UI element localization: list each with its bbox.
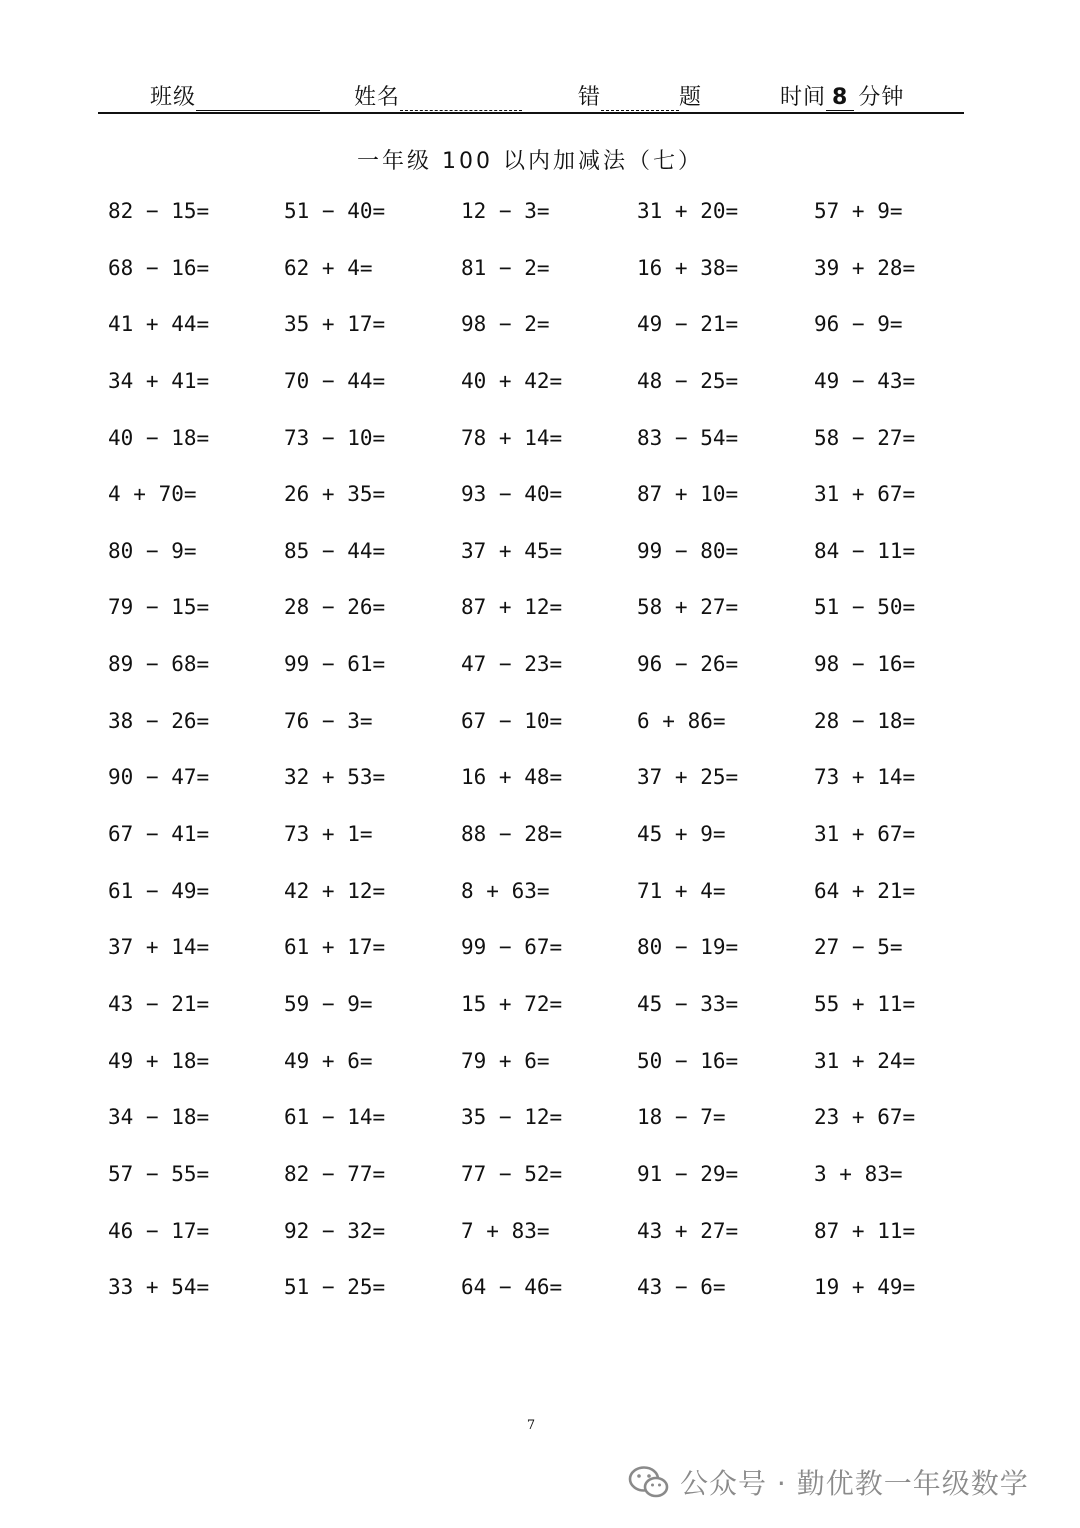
problem-item: 77 − 52= <box>461 1161 563 1186</box>
problem-row <box>108 935 1008 992</box>
problem-item: 31 + 67= <box>814 482 916 507</box>
problem-item: 40 − 18= <box>108 425 210 450</box>
problem-item: 67 − 10= <box>461 708 563 733</box>
problem-row <box>108 879 1008 936</box>
problem-row <box>108 822 1008 879</box>
problem-item: 50 − 16= <box>637 1048 739 1073</box>
time-value: 8 <box>826 85 854 111</box>
problem-item: 73 + 14= <box>814 765 916 790</box>
problem-row <box>108 426 1008 483</box>
problem-row <box>108 1275 1008 1332</box>
problem-item: 41 + 44= <box>108 312 210 337</box>
problem-row <box>108 765 1008 822</box>
problem-item: 59 − 9= <box>284 991 373 1016</box>
problem-item: 19 + 49= <box>814 1275 916 1300</box>
problem-item: 83 − 54= <box>637 425 739 450</box>
problem-item: 33 + 54= <box>108 1275 210 1300</box>
problem-item: 32 + 53= <box>284 765 386 790</box>
problem-row <box>108 482 1008 539</box>
problem-item: 28 − 26= <box>284 595 386 620</box>
problem-item: 91 − 29= <box>637 1161 739 1186</box>
problem-item: 87 + 10= <box>637 482 739 507</box>
time-unit: 分钟 <box>858 85 905 110</box>
problem-item: 68 − 16= <box>108 255 210 280</box>
problem-row <box>108 595 1008 652</box>
problem-item: 96 − 26= <box>637 652 739 677</box>
problem-item: 3 + 83= <box>814 1161 903 1186</box>
worksheet-header <box>98 76 964 114</box>
problem-item: 64 − 46= <box>461 1275 563 1300</box>
problem-item: 16 + 38= <box>637 255 739 280</box>
time-label: 时间 <box>780 85 827 110</box>
problem-item: 96 − 9= <box>814 312 903 337</box>
wrong-suffix: 题 <box>679 85 703 110</box>
problem-item: 38 − 26= <box>108 708 210 733</box>
problem-item: 98 − 16= <box>814 652 916 677</box>
problem-row <box>108 199 1008 256</box>
problem-item: 61 + 17= <box>284 935 386 960</box>
problem-item: 48 − 25= <box>637 368 739 393</box>
watermark-text: 公众号 · 勤优教一年级数学 <box>680 1467 1029 1500</box>
problem-item: 99 − 61= <box>284 652 386 677</box>
problem-item: 37 + 25= <box>637 765 739 790</box>
problem-item: 49 − 43= <box>814 368 916 393</box>
problem-item: 92 − 32= <box>284 1218 386 1243</box>
wechat-icon <box>628 1465 670 1499</box>
problem-item: 73 + 1= <box>284 822 373 847</box>
problem-item: 26 + 35= <box>284 482 386 507</box>
problem-item: 87 + 11= <box>814 1218 916 1243</box>
problem-item: 45 + 9= <box>637 822 726 847</box>
class-blank <box>196 88 320 111</box>
problem-item: 43 − 6= <box>637 1275 726 1300</box>
problem-item: 61 − 49= <box>108 878 210 903</box>
problem-item: 49 + 18= <box>108 1048 210 1073</box>
problem-item: 87 + 12= <box>461 595 563 620</box>
wrong-count-field <box>578 80 702 111</box>
problem-item: 35 + 17= <box>284 312 386 337</box>
problem-item: 40 + 42= <box>461 368 563 393</box>
problem-item: 62 + 4= <box>284 255 373 280</box>
time-field <box>780 80 904 111</box>
problem-item: 89 − 68= <box>108 652 210 677</box>
problem-row <box>108 369 1008 426</box>
worksheet-title: 一年级 100 以内加减法（七） <box>357 149 703 174</box>
problem-item: 80 − 19= <box>637 935 739 960</box>
problem-item: 85 − 44= <box>284 538 386 563</box>
problem-item: 71 + 4= <box>637 878 726 903</box>
problem-row <box>108 992 1008 1049</box>
problem-item: 82 − 15= <box>108 199 210 223</box>
problem-row <box>108 1219 1008 1276</box>
problem-item: 45 − 33= <box>637 991 739 1016</box>
problem-row <box>108 539 1008 596</box>
problem-item: 90 − 47= <box>108 765 210 790</box>
problem-row <box>108 1105 1008 1162</box>
problem-item: 93 − 40= <box>461 482 563 507</box>
problem-item: 43 + 27= <box>637 1218 739 1243</box>
problem-item: 46 − 17= <box>108 1218 210 1243</box>
class-field <box>150 80 320 111</box>
problem-item: 15 + 72= <box>461 991 563 1016</box>
class-label: 班级 <box>150 85 197 110</box>
problem-item: 35 − 12= <box>461 1105 563 1130</box>
problem-item: 37 + 45= <box>461 538 563 563</box>
problem-item: 49 + 6= <box>284 1048 373 1073</box>
problem-row <box>108 1162 1008 1219</box>
problem-item: 47 − 23= <box>461 652 563 677</box>
problem-item: 4 + 70= <box>108 482 197 507</box>
problem-item: 78 + 14= <box>461 425 563 450</box>
problem-item: 61 − 14= <box>284 1105 386 1130</box>
name-label: 姓名 <box>354 85 401 110</box>
problem-item: 23 + 67= <box>814 1105 916 1130</box>
page-number: 7 <box>526 1418 536 1433</box>
problem-item: 31 + 67= <box>814 822 916 847</box>
problem-item: 31 + 24= <box>814 1048 916 1073</box>
problem-item: 88 − 28= <box>461 822 563 847</box>
wrong-blank <box>601 88 679 111</box>
problem-item: 34 + 41= <box>108 368 210 393</box>
problem-item: 28 − 18= <box>814 708 916 733</box>
problem-item: 12 − 3= <box>461 199 550 223</box>
problem-item: 79 − 15= <box>108 595 210 620</box>
problem-item: 55 + 11= <box>814 991 916 1016</box>
problem-item: 16 + 48= <box>461 765 563 790</box>
problem-row <box>108 1049 1008 1106</box>
problem-item: 34 − 18= <box>108 1105 210 1130</box>
problem-item: 82 − 77= <box>284 1161 386 1186</box>
problem-row <box>108 312 1008 369</box>
name-blank <box>400 88 522 111</box>
problem-item: 18 − 7= <box>637 1105 726 1130</box>
problem-item: 6 + 86= <box>637 708 726 733</box>
problem-item: 76 − 3= <box>284 708 373 733</box>
name-field <box>354 80 522 111</box>
problem-item: 58 + 27= <box>637 595 739 620</box>
problem-item: 57 − 55= <box>108 1161 210 1186</box>
problem-item: 39 + 28= <box>814 255 916 280</box>
problem-row <box>108 256 1008 313</box>
problem-item: 51 − 40= <box>284 199 386 223</box>
problem-item: 81 − 2= <box>461 255 550 280</box>
problem-item: 31 + 20= <box>637 199 739 223</box>
problem-item: 84 − 11= <box>814 538 916 563</box>
problem-item: 51 − 50= <box>814 595 916 620</box>
wrong-label: 错 <box>578 85 602 110</box>
problem-item: 99 − 67= <box>461 935 563 960</box>
problem-item: 99 − 80= <box>637 538 739 563</box>
problem-row <box>108 709 1008 766</box>
problem-item: 37 + 14= <box>108 935 210 960</box>
watermark <box>628 1462 1029 1502</box>
problem-item: 58 − 27= <box>814 425 916 450</box>
problem-grid <box>108 199 1008 1332</box>
problem-item: 98 − 2= <box>461 312 550 337</box>
problem-item: 8 + 63= <box>461 878 550 903</box>
problem-item: 49 − 21= <box>637 312 739 337</box>
problem-item: 67 − 41= <box>108 822 210 847</box>
problem-item: 43 − 21= <box>108 991 210 1016</box>
problem-row <box>108 652 1008 709</box>
problem-item: 42 + 12= <box>284 878 386 903</box>
problem-item: 27 − 5= <box>814 935 903 960</box>
problem-item: 73 − 10= <box>284 425 386 450</box>
problem-item: 70 − 44= <box>284 368 386 393</box>
problem-item: 51 − 25= <box>284 1275 386 1300</box>
problem-item: 79 + 6= <box>461 1048 550 1073</box>
problem-item: 57 + 9= <box>814 199 903 223</box>
problem-item: 80 − 9= <box>108 538 197 563</box>
problem-item: 7 + 83= <box>461 1218 550 1243</box>
problem-item: 64 + 21= <box>814 878 916 903</box>
